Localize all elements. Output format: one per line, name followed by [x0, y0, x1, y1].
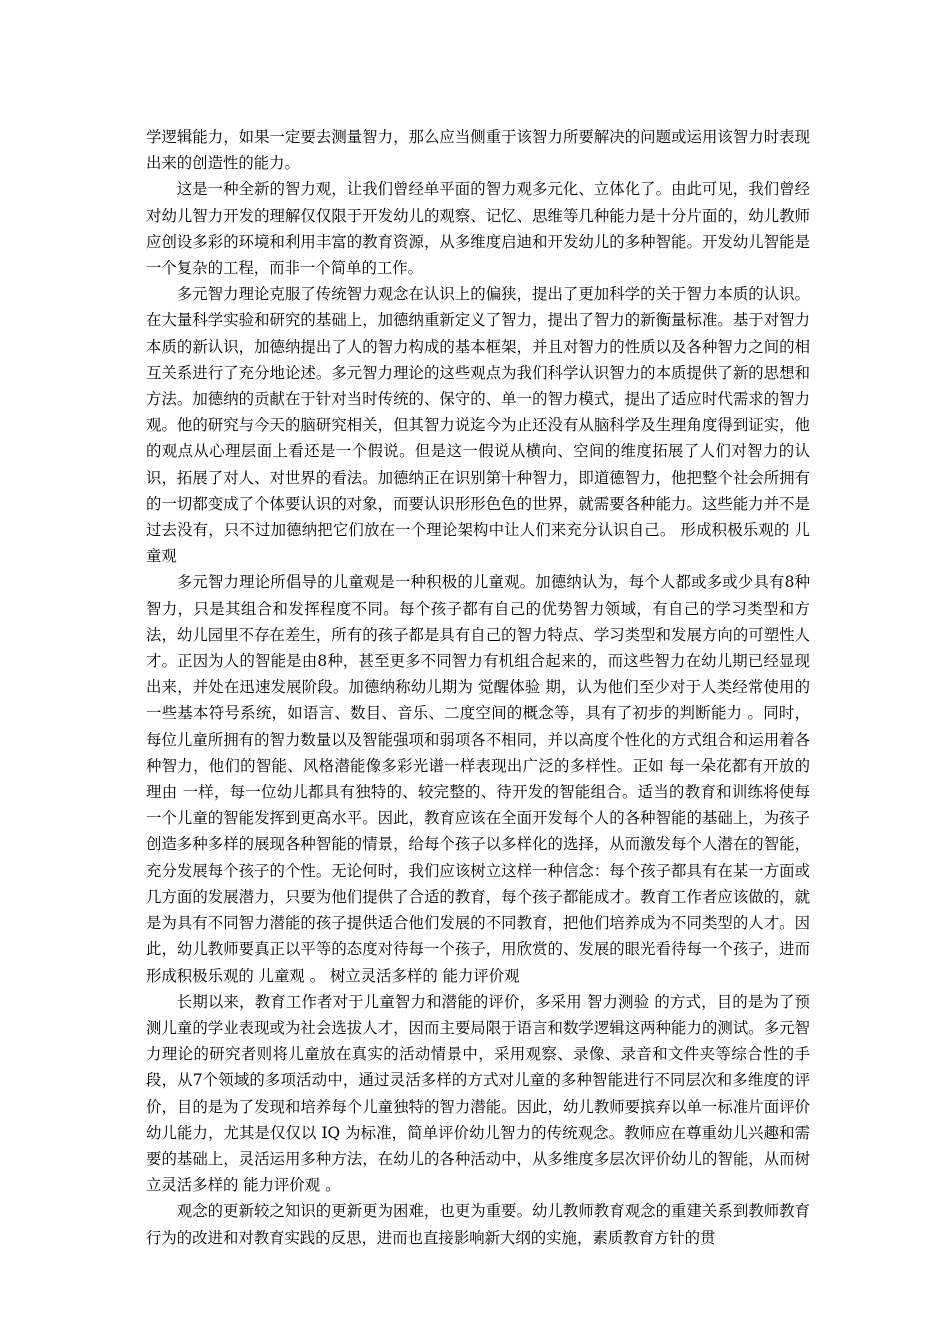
paragraph-6: 观念的更新较之知识的更新更为困难，也更为重要。幼儿教师教育观念的重建关系到教师教育行为的改进和对教育实践的反思，进而也直接影响新大纲的实施，素质教育方针的贯: [146, 1202, 810, 1247]
document-body: [146, 124, 810, 1251]
paragraph-2: 这是一种全新的智力观，让我们曾经单平面的智力观多元化、立体化了。由此可见，我们曾经对幼儿智力开发的理解仅仅限于开发幼儿的观察、记忆、思维等几种能力是十分片面的，幼儿教师应创设多彩的环境和利用丰富的教育资源，从多维度启迪和开发幼儿的多种智能。开发幼儿智能是一个复杂的工程，而非一个简单的工作。: [146, 180, 810, 278]
paragraph-1: 学逻辑能力，如果一定要去测量智力，那么应当侧重于该智力所要解决的问题或运用该智力时表现出来的创造性的能力。: [146, 128, 810, 173]
paragraph-4: 多元智力理论所倡导的儿童观是一种积极的儿童观。加德纳认为，每个人都或多或少具有8种智力，只是其组合和发挥程度不同。每个孩子都有自己的优势智力领域，有自己的学习类型和方法，幼儿园里不存在差生，所有的孩子都是具有自己的智力特点、学习类型和发展方向的可塑性人才。正因为人的智能是由8种，甚至更多不同智力有机组合起来的，而这些智力在幼儿期已经显现出来，并处在迅速发展阶段。加德纳称幼儿期为 觉醒体验 期，认为他们至少对于人类经常使用的一些基本符号系统，如语言、数目、音乐、二度空间的概念等，具有了初步的判断能力 。同时，每位儿童所拥有的智力数量以及智能强项和弱项各不相同，并以高度个性化的方式组合和运用着各种智力，他们的智能、风格潜能像多彩光谱一样表现出广泛的多样性。正如 每一朵花都有开放的理由 一样，每一位幼儿都具有独特的、较完整的、待开发的智能组合。适当的教育和训练将使每一个儿童的智能发挥到更高水平。因此，教育应该在全面开发每个人的各种智能的基础上，为孩子创造多种多样的展现各种智能的情景，给每个孩子以多样化的选择，从而激发每个人潜在的智能，充分发展每个孩子的个性。无论何时，我们应该树立这样一种信念：每个孩子都具有在某一方面或几方面的发展潜力，只要为他们提供了合适的教育，每个孩子都能成才。教育工作者应该做的，就是为具有不同智力潜能的孩子提供适合他们发展的不同教育，把他们培养成为不同类型的人才。因此，幼儿教师要真正以平等的态度对待每一个孩子，用欣赏的、发展的眼光看待每一个孩子，进而形成积极乐观的 儿童观 。 树立灵活多样的 能力评价观: [146, 573, 810, 985]
paragraph-3: 多元智力理论克服了传统智力观念在认识上的偏狭，提出了更加科学的关于智力本质的认识。在大量科学实验和研究的基础上，加德纳重新定义了智力，提出了智力的新衡量标准。基于对智力本质的新认识，加德纳提出了人的智力构成的基本框架，并且对智力的性质以及各种智力之间的相互关系进行了充分地论述。多元智力理论的这些观点为我们科学认识智力的本质提供了新的思想和方法。加德纳的贡献在于针对当时传统的、保守的、单一的智力模式，提出了适应时代需求的智力观。他的研究与今天的脑研究相关，但其智力说迄今为止还没有从脑科学及生理角度得到证实，他的观点从心理层面上看还是一个假说。但是这一假说从横向、空间的维度拓展了人们对智力的认识，拓展了对人、对世界的看法。加德纳正在识别第十种智力，即道德智力，他把整个社会所拥有的一切都变成了个体要认识的对象，而要认识形形色色的世界，就需要各种能力。这些能力并不是过去没有，只不过加德纳把它们放在一个理论架构中让人们来充分认识自己。 形成积极乐观的 儿童观: [146, 285, 810, 566]
paragraph-5: 长期以来，教育工作者对于儿童智力和潜能的评价，多采用 智力测验 的方式，目的是为了预测儿童的学业表现或为社会选拔人才，因而主要局限于语言和数学逻辑这两种能力的测试。多元智力理论的研究者则将儿童放在真实的活动情景中，采用观察、录像、录音和文件夹等综合性的手段，从7个领域的多项活动中，通过灵活多样的方式对儿童的多种智能进行不同层次和多维度的评价，目的是为了发现和培养每个儿童独特的智力潜能。因此，幼儿教师要摈弃以单一标准片面评价幼儿能力，尤其是仅仅以 IQ 为标准，简单评价幼儿智力的传统观念。教师应在尊重幼儿兴趣和需要的基础上，灵活运用多种方法，在幼儿的各种活动中，从多维度多层次评价幼儿的智能，从而树立灵活多样的 能力评价观 。: [146, 992, 810, 1195]
